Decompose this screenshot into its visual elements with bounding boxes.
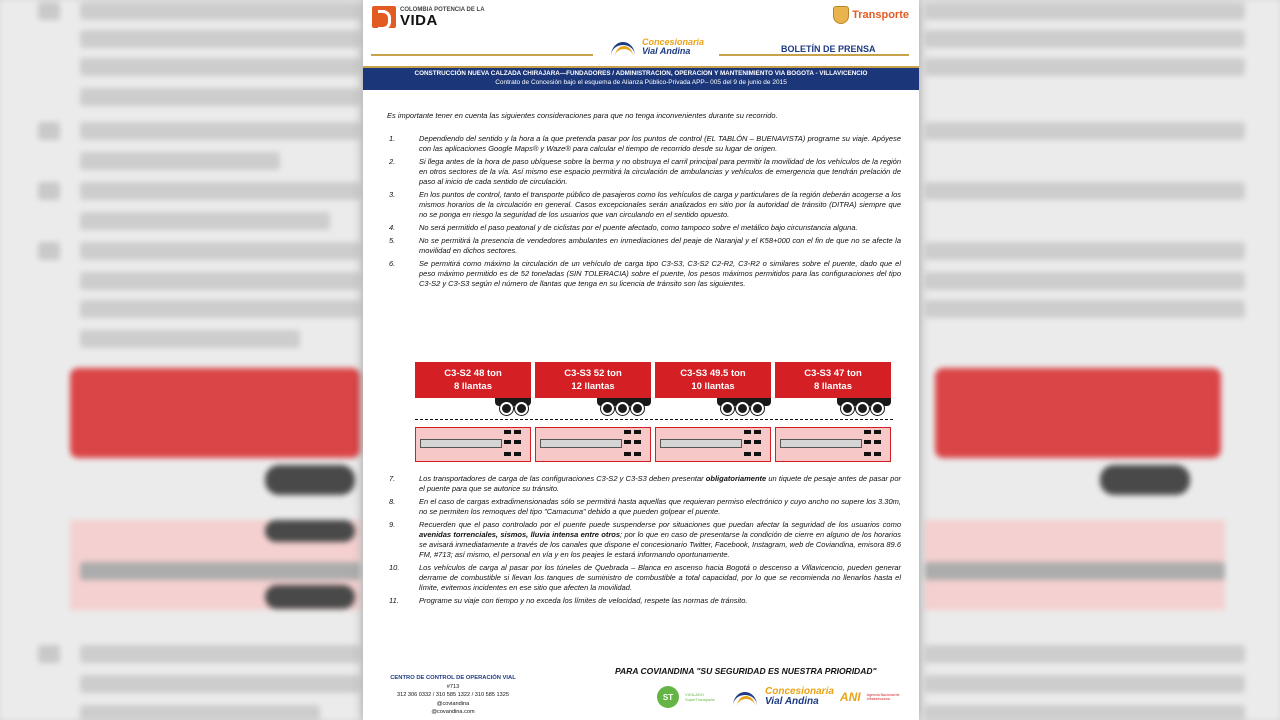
list-item — [389, 497, 901, 517]
list-item — [389, 596, 901, 606]
wheel-icon — [721, 402, 734, 415]
item-text: Dependiendo del sentido y la hora a la que pretenda pasar por los puntos de control (EL TABLÓN – BUENAVISTA) programe su viaje. Apóyese con las aplicaciones Google Maps® y Waze® para calcular el tiempo de recorrido desde su lugar de origen. — [419, 134, 901, 153]
coat-of-arms-icon — [833, 6, 849, 24]
vial-andina-arc-icon — [609, 38, 637, 56]
project-band — [363, 66, 919, 90]
header-rule-left — [371, 54, 593, 56]
truck-tires: 8 llantas — [453, 381, 493, 392]
wheel-icon — [736, 402, 749, 415]
truck-label-box — [655, 362, 771, 398]
item-number: 3. — [389, 190, 396, 199]
item-text: En los puntos de control, tanto el transporte público de pasajeros como los vehículos de carga y particulares de la región deberán acogerse a los mismos horarios de la circulación en general. Casos excepcionales serán analizados en sitio por la autoridad de tránsito (DITRA) siempre que no se ponga en riesgo la seguridad de los usuarios que van circulando en el sentido opuesto. — [419, 190, 901, 219]
truck-config — [415, 362, 531, 466]
contact-handle: @coviandina — [436, 700, 470, 707]
contract-subtitle: Contrato de Concesión bajo el esquema de Alianza Público-Privada APP– 005 del 9 de junio de 2015 — [495, 78, 787, 86]
item-number: 10. — [389, 563, 400, 572]
concesionaria-vial-andina-logo — [609, 38, 704, 56]
project-title: CONSTRUCCIÓN NUEVA CALZADA CHIRAJARA—FUNDADORES / ADMINISTRACION, OPERACION Y MANTENIMIENTO VIA BOGOTA - VILLAVICENCIO — [414, 70, 868, 77]
truck-label-box — [415, 362, 531, 398]
footer-cva-line2: Vial Andina — [765, 696, 819, 707]
truck-weight: C3-S3 47 ton — [804, 368, 862, 379]
item-number: 6. — [389, 259, 396, 268]
item-text: Se permitirá como máximo la circulación de un vehículo de carga tipo C3-S3, C3-S2 C2-R2, C3-R2 o similares sobre el puente, dado que el peso máximo permitido es de 52 toneladas (SIN TOLERACIA) sobre el puente, los pesos máximos permitidos para las configuraciones del tipo C3-S2 y C3-S3 según el número de llantas que tenga en su licencia de tránsito son las siguientes. — [419, 259, 901, 288]
cva-logo-line1: Concesionaria — [642, 37, 705, 47]
vial-andina-arc-icon — [731, 688, 759, 706]
truck-config — [775, 362, 891, 466]
truck-tires: 10 llantas — [691, 381, 735, 392]
list-item — [389, 563, 901, 593]
item-number: 4. — [389, 223, 396, 232]
document-header — [363, 0, 919, 66]
wheel-icon — [616, 402, 629, 415]
item-text: Si llega antes de la hora de paso ubíquese sobre la berma y no obstruya el carril principal para permitir la movilidad de los vehículos de la región en otros sectores de la vía. Así mismo ese espacio permitirá la circulación de ambulancias y vehículos de emergencia que tendrán prelación de paso al inicio de cada sentido de circulación. — [419, 157, 901, 186]
item-text: Los vehículos de carga al pasar por los túneles de Quebrada – Blanca en ascenso hacia Bogotá o descenso a Villavicencio, pueden generar derrame de combustible si llevan los tanques de suministro de combustible a total capacidad, por lo que se recomienda no llenarlos hasta el límite, evitemos incidentes en ese sitio que afecten la movilidad. — [419, 563, 901, 592]
truck-label-box — [775, 362, 891, 398]
bridge-deck-icon — [655, 427, 771, 462]
vida-logo-small-text: COLOMBIA POTENCIA DE LA — [400, 6, 485, 13]
contact-web: @covandina.com — [431, 709, 475, 715]
truck-tires: 12 llantas — [571, 381, 615, 392]
list-item — [389, 259, 901, 289]
considerations-list-2 — [389, 474, 901, 609]
contact-phones: 312 306 0332 / 310 585 1322 / 310 585 1325 — [397, 692, 509, 698]
footer-cva-line1: Concesionaria — [765, 686, 834, 697]
intro-paragraph: Es importante tener en cuenta las siguientes consideraciones para que no tenga inconvenientes durante su recorrido. — [387, 111, 778, 120]
boletin-title: BOLETÍN DE PRENSA — [781, 44, 876, 54]
considerations-list-1 — [389, 134, 901, 292]
item-number: 7. — [389, 474, 396, 483]
item-text: En el caso de cargas extradimensionadas sólo se permitirá hasta aquellas que requieran permiso electrónico y cuyo ancho no supere los 3.30m, no se permiten los remoques del tipo "Camacuna" debido a que pueden golpear el puente. — [419, 497, 901, 516]
bridge-deck-icon — [415, 427, 531, 462]
list-item — [389, 520, 901, 560]
bridge-deck-icon — [775, 427, 891, 462]
contact-line: #713 — [446, 683, 460, 690]
list-item — [389, 190, 901, 220]
list-item — [389, 134, 901, 154]
item-text: No será permitido el paso peatonal y de ciclistas por el puente afectado, como tampoco sobre el metálico bajo circunstancia alguna. — [419, 223, 858, 232]
footer-logos — [657, 686, 901, 708]
item-text: No se permitirá la presencia de vendedores ambulantes en inmediaciones del peaje de Naranjal y el K58+000 con el fin de que no se afecte la movilidad en dichos sectores. — [419, 236, 901, 255]
item-number: 2. — [389, 157, 396, 166]
item-number: 9. — [389, 520, 396, 529]
list-item — [389, 236, 901, 256]
truck-weight: C3-S2 48 ton — [444, 368, 502, 379]
ani-logo: ANI — [839, 690, 861, 704]
item-text: Programe su viaje con tiempo y no exceda los límites de velocidad, respete las normas de tránsito. — [419, 596, 748, 605]
press-bulletin-document — [363, 0, 919, 720]
slogan: PARA COVIANDINA "SU SEGURIDAD ES NUESTRA PRIORIDAD" — [615, 666, 877, 676]
wheel-icon — [631, 402, 644, 415]
truck-config — [655, 362, 771, 466]
item-text: Recuerden que el paso controlado por el puente puede suspenderse por situaciones que puedan afectar la seguridad de los usuarios como avenidas torrenciales, sismos, lluvia intensa entre otros; por lo que en caso de presentarse la condición de cierre en alguno de los horarios se avisará inmediatamente a través de los canales que dispone el concesionario Twitter, Facebook, Instagram, web de Coviandina, emisora 89.6 FM, #713; así mismo, el personal en vía y en los peajes le estará informando oportunamente. — [419, 520, 901, 559]
control-center-contact — [373, 674, 533, 717]
header-rule-right — [719, 54, 909, 56]
bridge-deck-icon — [535, 427, 651, 462]
list-item — [389, 157, 901, 187]
control-center-title: CENTRO DE CONTROL DE OPERACIÓN VIAL — [390, 675, 516, 681]
wheel-icon — [500, 402, 513, 415]
truck-weight: C3-S3 49.5 ton — [680, 368, 746, 379]
item-text: Los transportadores de carga de las configuraciones C3-S2 y C3-S3 deben presentar obligatoriamente un tiquete de pesaje antes de pasar por el puente para que se autorice su tránsito. — [419, 474, 902, 493]
truck-config — [535, 362, 651, 466]
cva-logo-line2: Vial Andina — [642, 46, 691, 56]
vida-logo-big-text: VIDA — [400, 11, 438, 29]
truck-tires: 8 llantas — [813, 381, 853, 392]
wheel-icon — [856, 402, 869, 415]
supertransporte-text: VIGILADO SuperTransporte — [685, 692, 715, 702]
list-item — [389, 474, 901, 494]
transporte-logo-text: Transporte — [852, 9, 909, 21]
item-number: 1. — [389, 134, 396, 143]
supertransporte-logo: ST — [657, 686, 679, 708]
wheel-icon — [871, 402, 884, 415]
wheel-icon — [601, 402, 614, 415]
item-number: 11. — [389, 596, 399, 605]
transporte-logo — [833, 6, 909, 24]
wheel-icon — [841, 402, 854, 415]
item-number: 5. — [389, 236, 396, 245]
wheel-icon — [751, 402, 764, 415]
truck-weight: C3-S3 52 ton — [564, 368, 622, 379]
ani-text: Agencia Nacional de Infraestructura — [866, 692, 900, 701]
vida-logo-icon — [372, 6, 396, 28]
truck-label-box — [535, 362, 651, 398]
truck-weights-figure — [415, 362, 893, 466]
list-item — [389, 223, 901, 233]
wheel-icon — [515, 402, 528, 415]
item-number: 8. — [389, 497, 396, 506]
colombia-vida-logo — [372, 6, 485, 28]
